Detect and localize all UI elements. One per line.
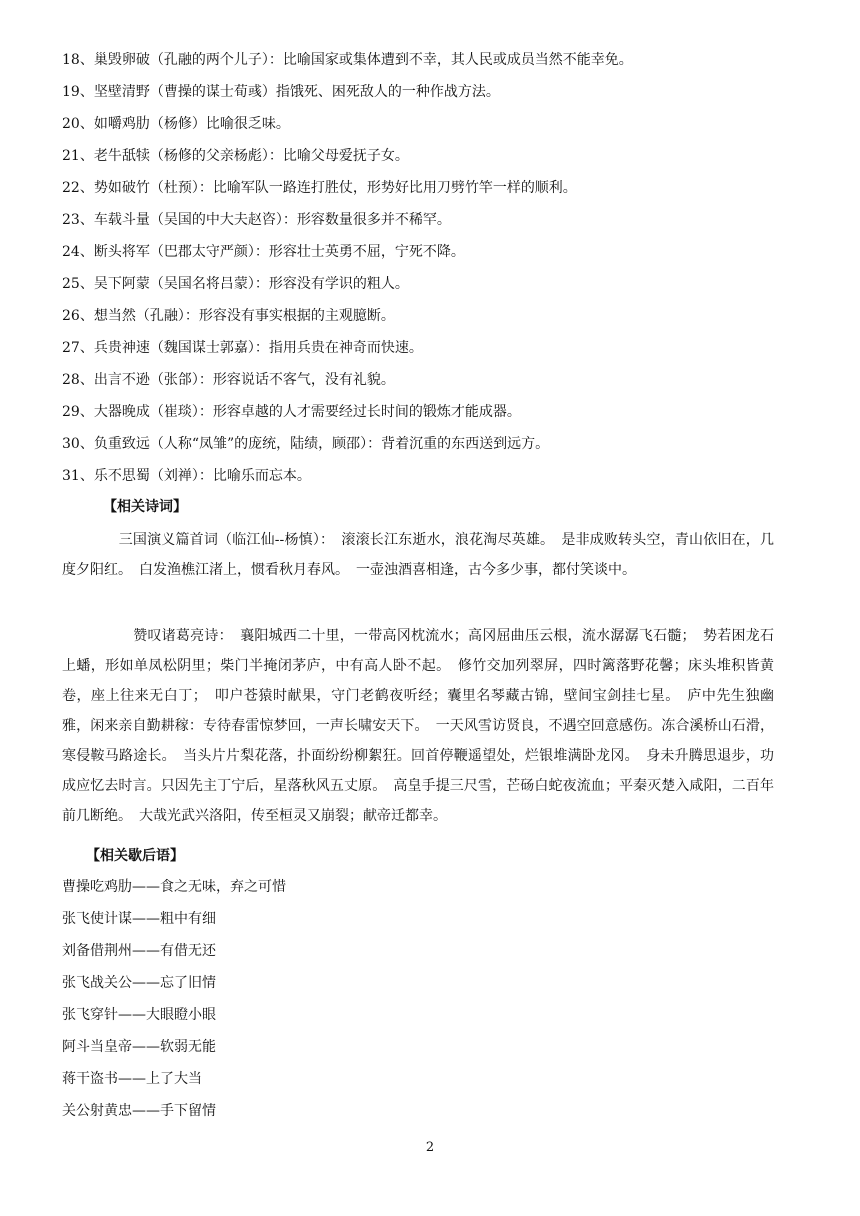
idiom-line: 22、势如破竹（杜预）：比喻军队一路连打胜仗，形势好比用刀劈竹竿一样的顺利。 [62,180,577,196]
idiom-line: 19、坚壁清野（曹操的谋士荀彧）指饿死、困死敌人的一种作战方法。 [62,84,500,100]
idiom-line: 25、吴下阿蒙（吴国名将吕蒙）：形容没有学识的粗人。 [62,276,409,292]
idiom-line: 27、兵贵神速（魏国谋士郭嘉）：指用兵贵在神奇而快速。 [62,340,423,356]
idiom-line: 18、巢毁卵破（孔融的两个儿子）：比喻国家或集体遭到不幸，其人民或成员当然不能幸免。 [62,52,633,68]
poems-heading: 【相关诗词】 [103,499,187,515]
poem-linjiangxian [62,525,774,585]
idiom-line: 29、大器晚成（崔琰）：形容卓越的人才需要经过长时间的锻炼才能成器。 [62,404,521,420]
page-number: 2 [425,1140,435,1155]
idiom-line: 26、想当然（孔融）：形容没有事实根据的主观臆断。 [62,308,395,324]
idiom-line: 28、出言不逊（张郃）：形容说话不客气，没有礼貌。 [62,372,395,388]
poem-indent [62,628,133,644]
idiom-line: 30、负重致远（人称“凤雏”的庞统，陆绩，顾邵）：背着沉重的东西送到远方。 [62,436,550,452]
poem-text: 赞叹诸葛亮诗： 襄阳城西二十里，一带高冈枕流水；高冈屈曲压云根，流水潺潺飞石髓； 势若困龙石上蟠，形如单凤松阴里；柴门半掩闭茅庐，中有高人卧不起。 修竹交加列翠屏，四时篱落野花馨；床头堆积皆黄卷，座上往来无白丁； 叩户苍猿时献果，守门老鹤夜听经；囊里名琴藏古锦，壁间宝剑挂七星。 庐中先生独幽雅，闲来亲自勤耕稼：专待春雷惊梦回，一声长啸安天下。 一天风雪访贤良，不遇空回意感伤。冻合溪桥山石滑，寒侵鞍马路途长。 当头片片梨花落，扑面纷纷柳絮狂。回首停鞭遥望处，烂银堆满卧龙冈。 身未升腾思退步，功成应忆去时言。只因先主丁宁后，星落秋风五丈原。 高皇手提三尺雪，芒砀白蛇夜流血；平秦灭楚入咸阳，二百年前几断绝。 大哉光武兴洛阳，传至桓灵又崩裂；献帝迁都幸。 [62,628,775,824]
idiom-line: 20、如嚼鸡肋（杨修）比喻很乏味。 [62,116,290,132]
idiom-line: 24、断头将军（巴郡太守严颜）：形容壮士英勇不屈，宁死不降。 [62,244,465,260]
xiehouyu-line: 张飞战关公——忘了旧情 [62,975,216,991]
xiehouyu-line: 阿斗当皇帝——软弱无能 [62,1039,216,1055]
idiom-line: 23、车载斗量（吴国的中大夫赵咨）：形容数量很多并不稀罕。 [62,212,451,228]
idiom-line: 31、乐不思蜀（刘禅）：比喻乐而忘本。 [62,468,311,484]
xiehouyu-line: 蒋干盗书——上了大当 [62,1071,202,1087]
xiehouyu-line: 张飞使计谋——粗中有细 [62,911,216,927]
xiehouyu-heading: 【相关歇后语】 [86,848,184,864]
poem-indent [62,532,119,548]
xiehouyu-line: 曹操吃鸡肋——食之无味，弃之可惜 [62,879,286,895]
idiom-line: 21、老牛舐犊（杨修的父亲杨彪）：比喻父母爱抚子女。 [62,148,409,164]
poem-zhuge-liang [62,621,774,831]
xiehouyu-line: 刘备借荆州——有借无还 [62,943,216,959]
xiehouyu-line: 张飞穿针——大眼瞪小眼 [62,1007,216,1023]
xiehouyu-line: 关公射黄忠——手下留情 [62,1103,216,1119]
poem-text: 三国演义篇首词（临江仙--杨慎）： 滚滚长江东逝水，浪花淘尽英雄。 是非成败转头空，青山依旧在，几度夕阳红。 白发渔樵江渚上，惯看秋月春风。 一壶浊酒喜相逢，古今多少事，都付笑谈中。 [62,532,774,578]
